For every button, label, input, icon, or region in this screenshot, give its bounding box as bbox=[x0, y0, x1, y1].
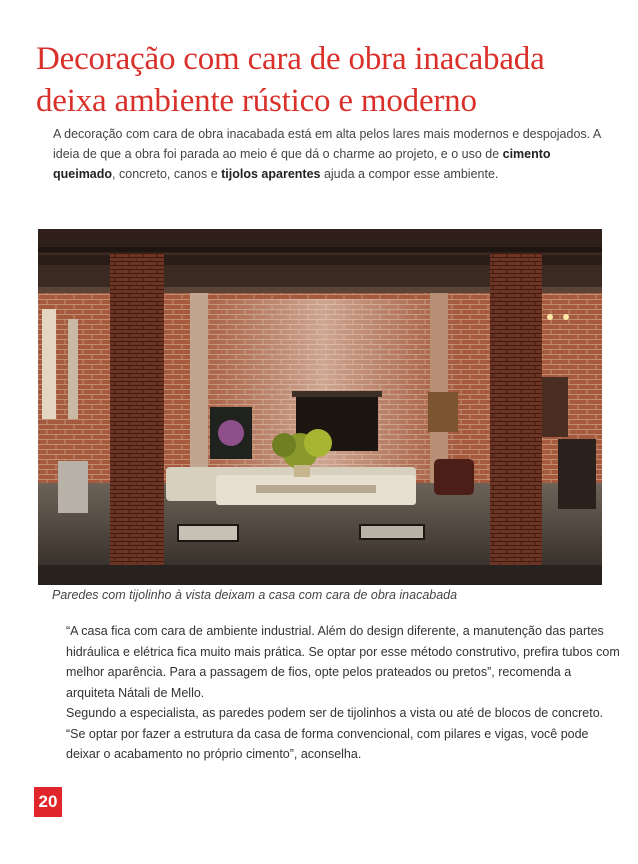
article-title: Decoração com cara de obra inacabada deixa ambiente rústico e moderno bbox=[36, 41, 545, 119]
body-paragraph-specialist: Segundo a especialista, as paredes podem ser de tijolinhos a vista ou até de blocos de concreto. “Se optar por fazer a estrutura da casa de forma convencional, com pilares e vigas, você pode deixar o acabamento no próprio cimento”, aconselha. bbox=[66, 706, 604, 761]
intro-text-2: , concreto, canos e bbox=[112, 167, 222, 181]
loft-photo bbox=[38, 229, 602, 585]
intro-text-3: ajuda a compor esse ambiente. bbox=[320, 167, 499, 181]
body-paragraph-quote: “A casa fica com cara de ambiente industrial. Além do design diferente, a manutenção das partes hidráulica e elétrica fica muito mais prática. Se optar por esse método construtivo, prefira tubos com melhor aparência. Para a passagem de fios, opte pelos prateados ou pretos”, recomenda a arquiteta Nátali de Mello. bbox=[66, 624, 620, 700]
page-number-badge: 20 bbox=[34, 787, 62, 817]
intro-bold-1: cimento queimado bbox=[53, 147, 551, 181]
article-intro bbox=[53, 124, 613, 184]
photo-caption: Paredes com tijolinho à vista deixam a casa com cara de obra inacabada bbox=[52, 588, 458, 602]
intro-bold-2: tijolos aparentes bbox=[221, 167, 321, 181]
intro-text-1: A decoração com cara de obra inacabada está em alta pelos lares mais modernos e despojados. A ideia de que a obra foi parada ao meio é que dá o charme ao projeto, e o uso de bbox=[53, 127, 601, 161]
article-body bbox=[66, 621, 622, 765]
